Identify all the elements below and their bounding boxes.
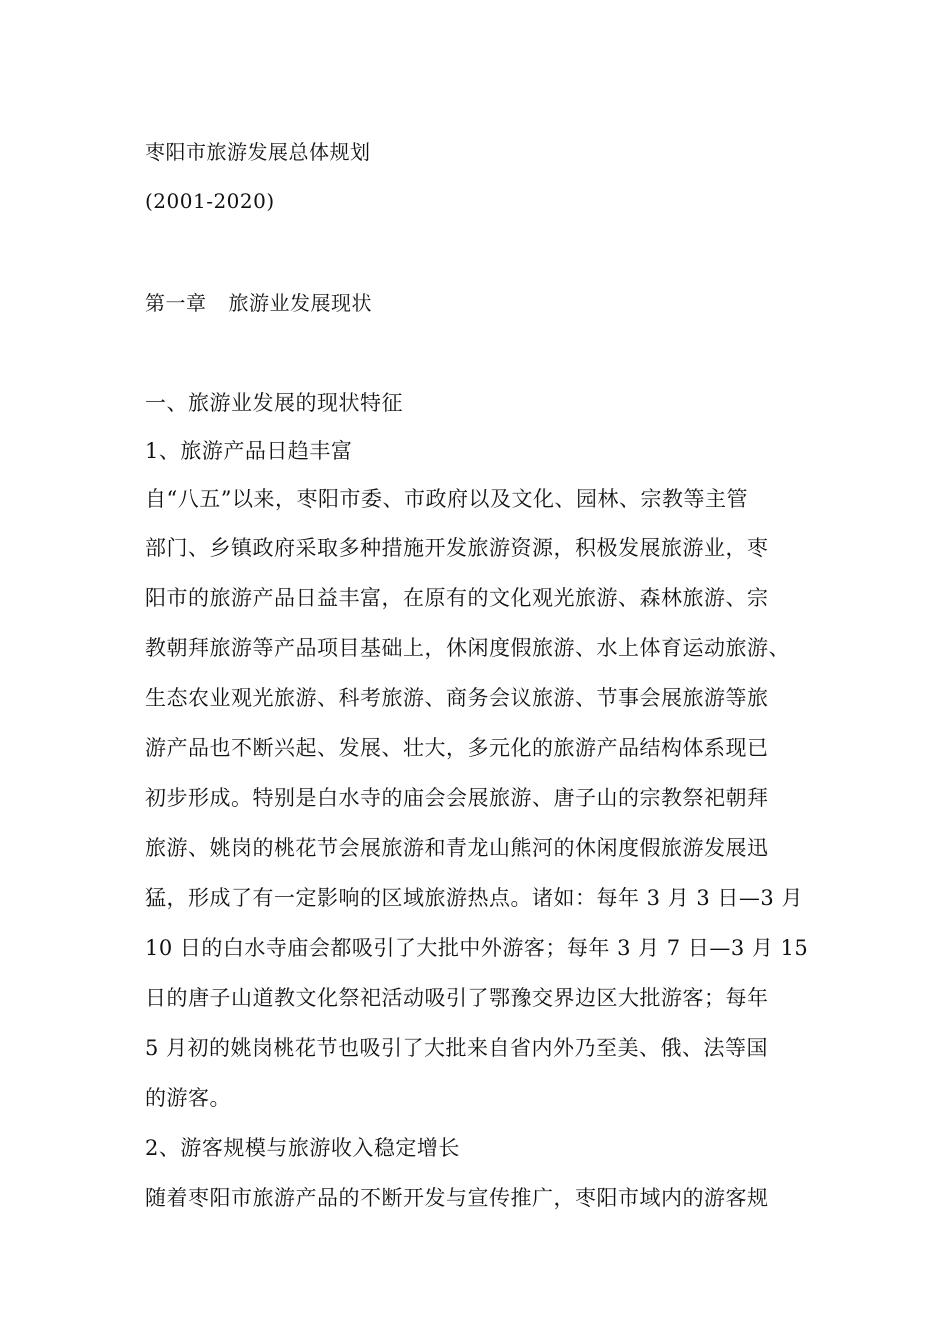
paragraph-line: 教朝拜旅游等产品项目基础上，休闲度假旅游、水上体育运动旅游、 (145, 636, 790, 660)
paragraph-line: 生态农业观光旅游、科考旅游、商务会议旅游、节事会展旅游等旅 (145, 686, 769, 710)
paragraph-line: 部门、乡镇政府采取多种措施开发旅游资源，积极发展旅游业，枣 (145, 536, 769, 560)
paragraph-line: 阳市的旅游产品日益丰富，在原有的文化观光旅游、森林旅游、宗 (145, 586, 769, 610)
subsection-heading-2: 2、游客规模与旅游收入稳定增长 (145, 1136, 460, 1160)
paragraph-line: 猛，形成了有一定影响的区域旅游热点。诸如：每年 3 月 3 日—3 月 (145, 886, 803, 910)
paragraph-line: 10 日的白水寺庙会都吸引了大批中外游客；每年 3 月 7 日—3 月 15 (145, 936, 809, 960)
subsection-heading-1: 1、旅游产品日趋丰富 (145, 439, 353, 463)
paragraph-line: 旅游、姚岗的桃花节会展旅游和青龙山熊河的休闲度假旅游发展迅 (145, 836, 769, 860)
paragraph-line: 随着枣阳市旅游产品的不断开发与宣传推广，枣阳市域内的游客规 (145, 1186, 769, 1210)
paragraph-line: 自“八五”以来，枣阳市委、市政府以及文化、园林、宗教等主管 (145, 487, 748, 511)
document-title: 枣阳市旅游发展总体规划 (145, 140, 371, 164)
document-years: (2001-2020) (145, 189, 275, 213)
section-heading: 一、旅游业发展的现状特征 (145, 391, 403, 415)
chapter-number: 第一章 (145, 291, 207, 315)
chapter-title: 旅游业发展现状 (228, 291, 372, 315)
paragraph-line: 5 月初的姚岗桃花节也吸引了大批来自省内外乃至美、俄、法等国 (145, 1036, 769, 1060)
paragraph-line: 日的唐子山道教文化祭祀活动吸引了鄂豫交界边区大批游客；每年 (145, 986, 769, 1010)
chapter-heading (145, 289, 372, 317)
paragraph-line: 游产品也不断兴起、发展、壮大，多元化的旅游产品结构体系现已 (145, 736, 769, 760)
paragraph-line: 的游客。 (145, 1086, 231, 1110)
paragraph-line: 初步形成。特别是白水寺的庙会会展旅游、唐子山的宗教祭祀朝拜 (145, 786, 769, 810)
